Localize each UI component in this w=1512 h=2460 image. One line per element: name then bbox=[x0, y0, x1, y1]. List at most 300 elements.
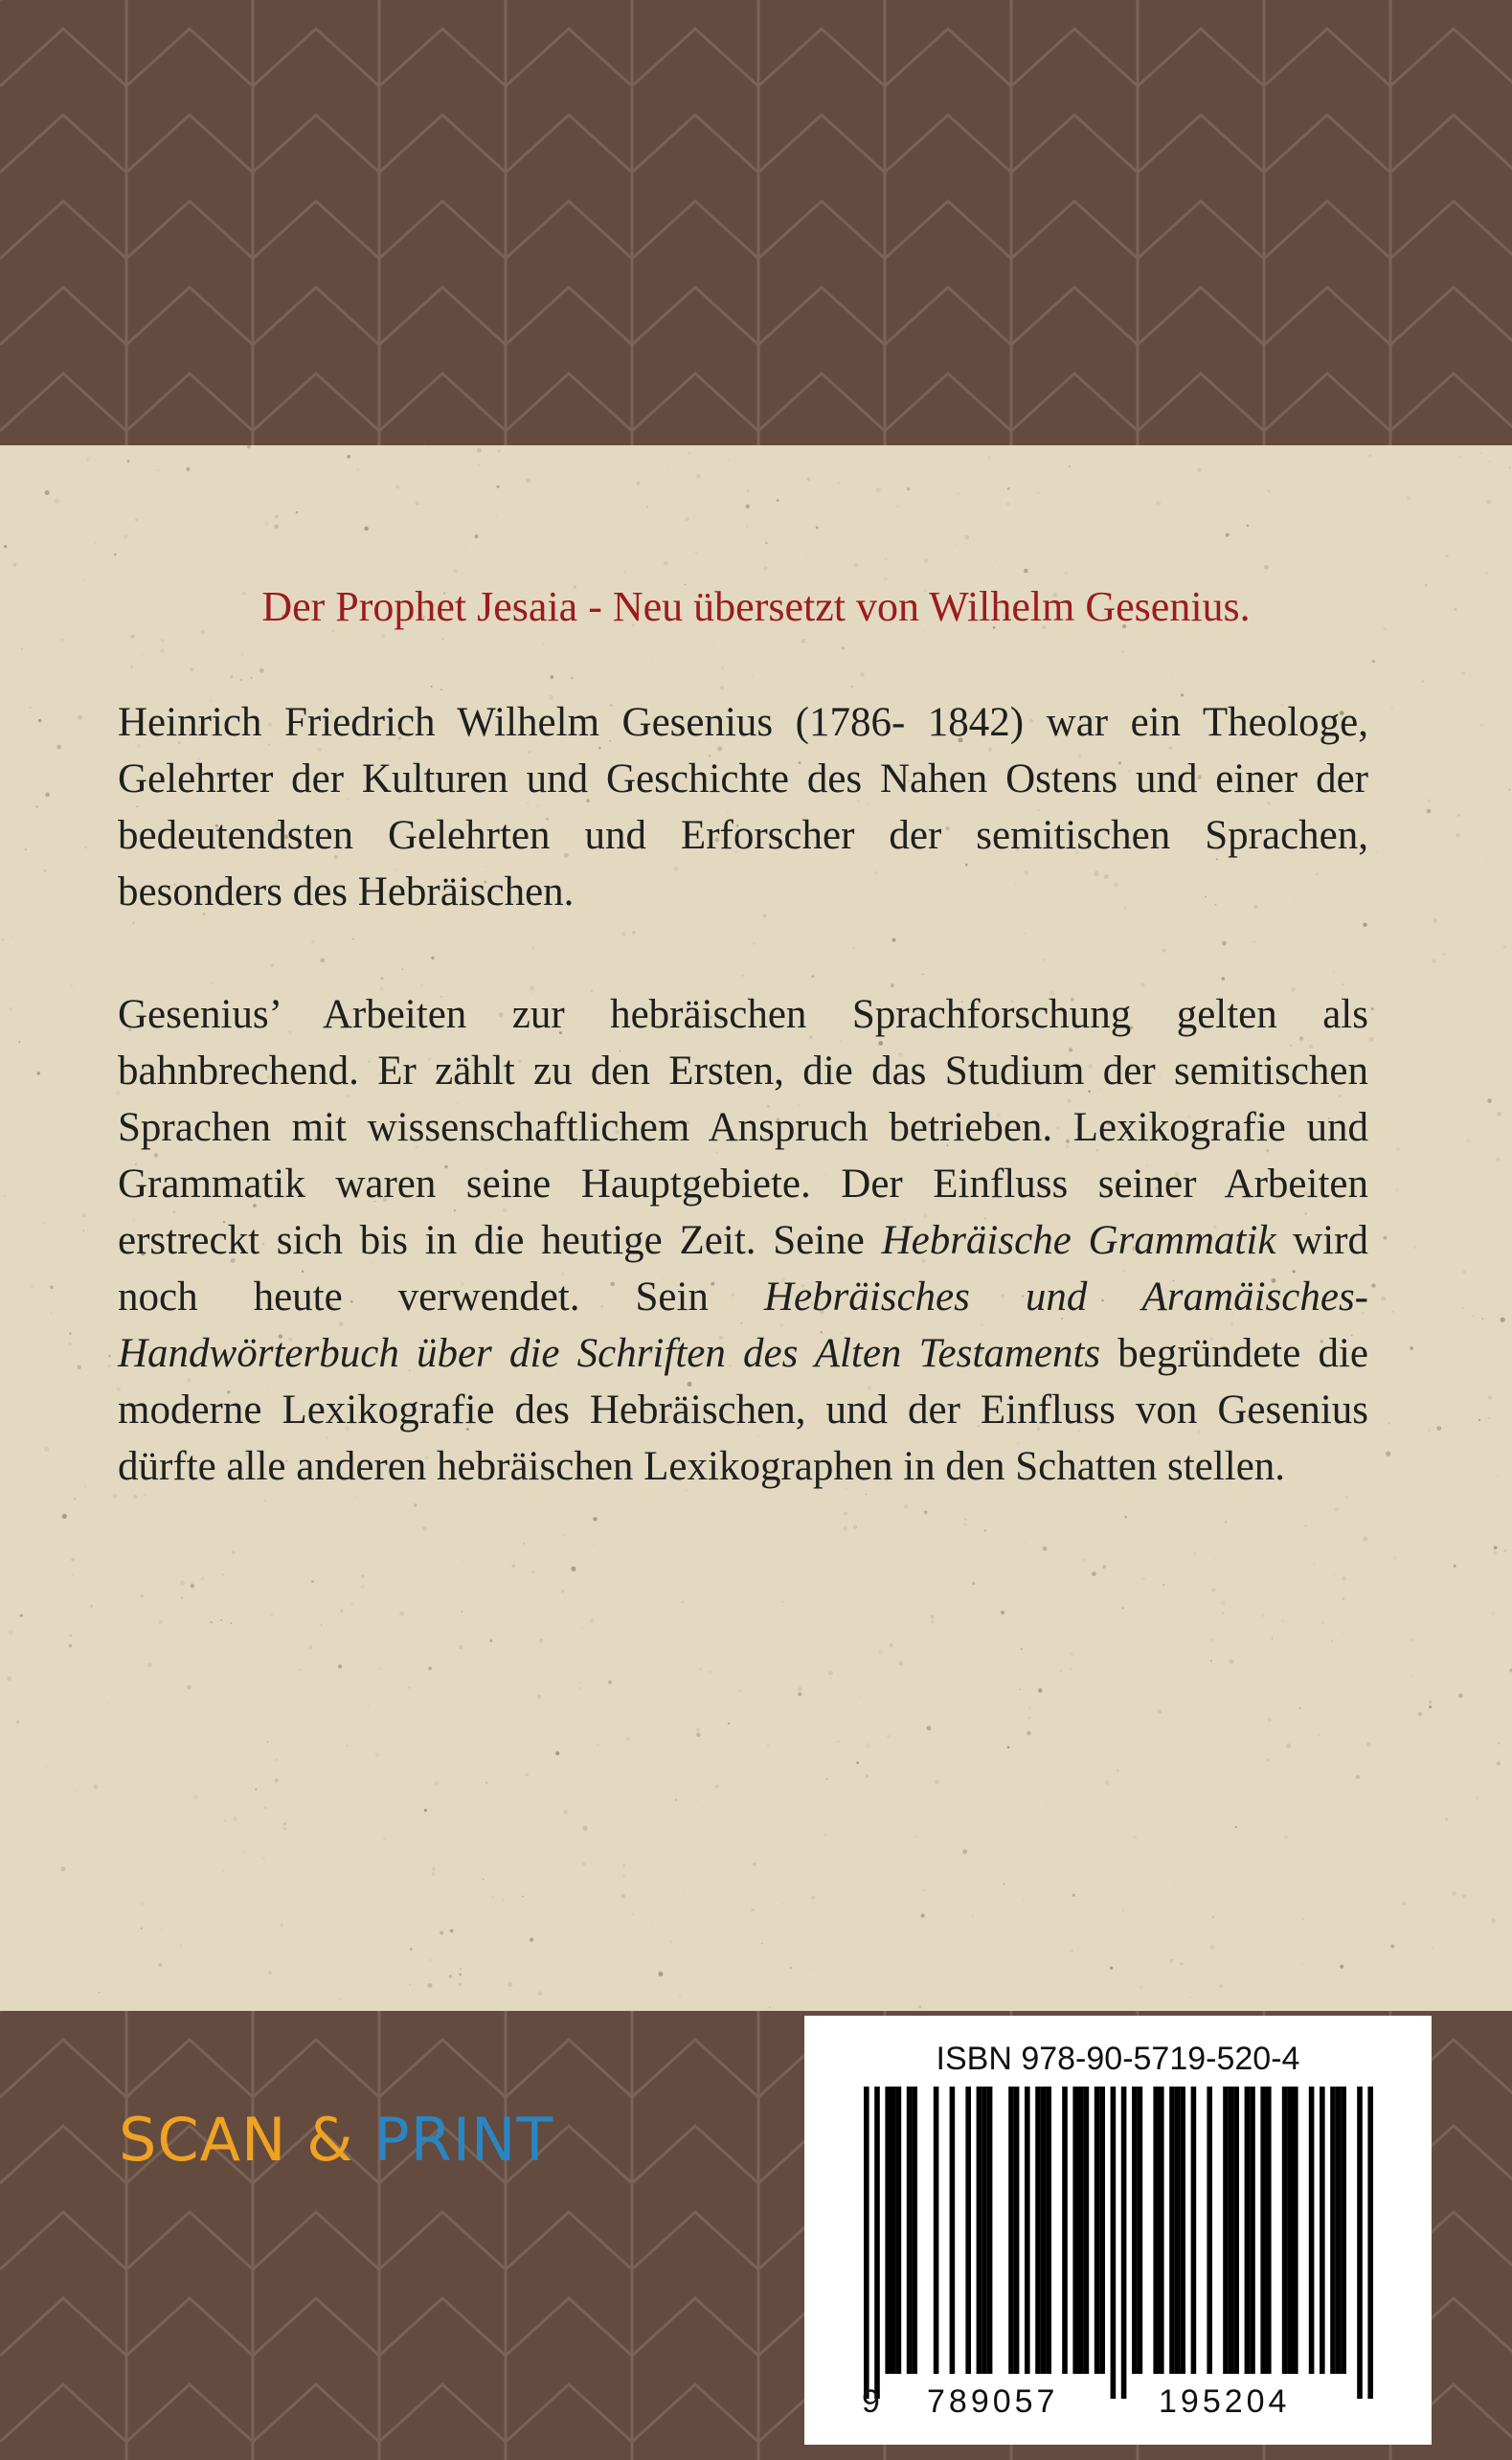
paper-speck bbox=[1007, 487, 1010, 490]
paper-speck bbox=[782, 1903, 784, 1905]
paper-speck bbox=[428, 445, 431, 447]
paper-speck bbox=[1194, 1552, 1196, 1554]
chevron-stroke bbox=[0, 201, 126, 259]
paper-speck bbox=[21, 647, 24, 650]
paper-speck bbox=[4, 545, 7, 548]
paper-speck bbox=[502, 1899, 505, 1902]
paper-speck bbox=[1493, 1551, 1497, 1555]
paper-speck bbox=[416, 501, 419, 505]
paper-speck bbox=[187, 1685, 192, 1690]
description-paragraph-1: Heinrich Friedrich Wilhelm Gesenius (1786- 1842) war ein Theologe, Gelehrter der Kulturen und Geschichte des Nahen Ostens und einer der bedeutendsten Gelehrten und Erforscher der semitischen Sprachen, besonders des Hebräischen. bbox=[118, 700, 1368, 914]
paper-speck bbox=[1158, 1709, 1162, 1714]
dictionary-book-title: Hebräisches und Aramäisches-Handwörterbuch über die Schriften des Alten Testaments bbox=[118, 1275, 1369, 1376]
paper-speck bbox=[46, 1766, 48, 1768]
logo-ampersand: & bbox=[306, 2105, 354, 2175]
paper-speck bbox=[962, 1849, 967, 1854]
barcode-bar bbox=[907, 2087, 913, 2374]
paper-speck bbox=[1508, 788, 1511, 791]
chevron-stroke bbox=[632, 2126, 758, 2183]
paper-speck bbox=[158, 1963, 162, 1967]
paper-speck bbox=[1286, 1744, 1291, 1749]
paper-speck bbox=[486, 1772, 487, 1773]
paper-speck bbox=[460, 1969, 462, 1971]
paper-speck bbox=[383, 1838, 386, 1840]
paper-speck bbox=[78, 715, 82, 720]
paper-speck bbox=[1462, 1271, 1465, 1274]
barcode-bar bbox=[1250, 2087, 1255, 2374]
paper-speck bbox=[379, 1667, 381, 1669]
barcode-bar bbox=[1084, 2087, 1090, 2374]
paper-speck bbox=[887, 1735, 890, 1738]
paper-speck bbox=[424, 1809, 427, 1812]
paper-speck bbox=[1117, 1769, 1119, 1772]
paper-speck bbox=[453, 569, 457, 573]
paper-speck bbox=[1498, 1742, 1501, 1745]
paper-speck bbox=[837, 1741, 839, 1743]
paper-speck bbox=[338, 1664, 342, 1668]
paper-speck bbox=[1436, 1426, 1441, 1431]
barcode-bar bbox=[1095, 2087, 1100, 2374]
paper-speck bbox=[271, 964, 275, 968]
paper-speck bbox=[1491, 1612, 1496, 1616]
chevron-stroke bbox=[506, 2298, 632, 2356]
paper-speck bbox=[42, 1222, 45, 1225]
paper-speck bbox=[1267, 1758, 1270, 1761]
paper-speck bbox=[55, 498, 59, 503]
paper-speck bbox=[918, 2005, 921, 2008]
paper-speck bbox=[752, 676, 754, 678]
paper-speck bbox=[231, 1622, 233, 1624]
chevron-stroke bbox=[885, 201, 1011, 259]
paper-speck bbox=[866, 1743, 870, 1748]
paper-speck bbox=[664, 561, 668, 566]
paper-speck bbox=[1122, 1909, 1124, 1911]
paper-speck bbox=[181, 1597, 183, 1599]
paper-speck bbox=[622, 1874, 625, 1877]
paper-speck bbox=[816, 527, 819, 530]
paper-speck bbox=[1345, 1496, 1348, 1499]
paper-speck bbox=[260, 668, 264, 673]
paper-speck bbox=[99, 1992, 100, 1993]
paper-speck bbox=[1433, 918, 1438, 923]
paper-speck bbox=[450, 1930, 454, 1933]
paper-speck bbox=[1272, 1637, 1273, 1638]
paper-speck bbox=[1197, 468, 1201, 472]
paper-speck bbox=[679, 1995, 681, 1997]
paper-speck bbox=[1302, 1918, 1304, 1920]
paper-speck bbox=[1190, 1997, 1192, 1998]
paper-speck bbox=[884, 577, 888, 581]
paper-speck bbox=[683, 1888, 684, 1889]
paper-speck bbox=[1356, 1775, 1360, 1779]
paper-speck bbox=[531, 1570, 534, 1573]
paper-speck bbox=[753, 1862, 756, 1866]
paper-speck bbox=[964, 1518, 967, 1521]
chevron-stroke bbox=[253, 373, 379, 431]
paper-speck bbox=[459, 1974, 462, 1976]
chevron-stroke bbox=[126, 2384, 253, 2442]
barcode-bar bbox=[1035, 2087, 1041, 2374]
barcode-bar bbox=[1121, 2087, 1127, 2399]
paper-speck bbox=[127, 460, 130, 463]
paper-speck bbox=[1237, 1771, 1239, 1772]
paper-speck bbox=[1343, 1597, 1345, 1600]
paper-speck bbox=[56, 745, 61, 750]
chevron-stroke bbox=[885, 115, 1011, 172]
paper-speck bbox=[30, 1284, 34, 1289]
paper-speck bbox=[688, 451, 690, 454]
paper-speck bbox=[563, 1810, 568, 1815]
paper-speck bbox=[511, 1564, 515, 1568]
barcode-bar bbox=[1245, 2087, 1251, 2374]
book-title: Der Prophet Jesaia - Neu übersetzt von Wilhelm Gesenius. bbox=[261, 583, 1251, 630]
paper-speck bbox=[82, 1213, 86, 1217]
paper-speck bbox=[767, 1745, 769, 1747]
paper-speck bbox=[1172, 676, 1174, 678]
paper-speck bbox=[380, 977, 383, 980]
barcode-bar bbox=[1159, 2087, 1164, 2374]
chevron-stroke bbox=[379, 2040, 506, 2097]
paper-speck bbox=[38, 719, 41, 722]
paper-speck bbox=[219, 1967, 221, 1969]
description-paragraph-2 bbox=[118, 986, 1368, 1495]
chevron-stroke bbox=[1011, 287, 1138, 345]
paper-speck bbox=[1413, 1245, 1417, 1249]
paper-speck bbox=[432, 1872, 436, 1876]
paper-speck bbox=[364, 527, 369, 531]
chevron-stroke bbox=[1390, 201, 1512, 259]
paper-speck bbox=[1229, 1659, 1233, 1664]
paper-speck bbox=[852, 947, 855, 950]
paper-speck bbox=[1369, 1699, 1370, 1700]
paper-speck bbox=[1299, 1707, 1301, 1709]
paper-speck bbox=[84, 1486, 86, 1488]
paper-speck bbox=[462, 1611, 463, 1613]
paper-speck bbox=[44, 1447, 49, 1452]
paper-speck bbox=[1060, 1670, 1062, 1672]
paper-speck bbox=[368, 1705, 370, 1707]
chevron-stroke bbox=[632, 201, 758, 259]
paper-text-panel bbox=[0, 445, 1512, 2011]
barcode-bar bbox=[1357, 2087, 1363, 2399]
paper-speck bbox=[251, 677, 253, 679]
paper-speck bbox=[579, 1682, 581, 1684]
paragraph-2-part-2: wird noch heute verwendet. Sein bbox=[118, 1218, 1368, 1320]
chevron-stroke bbox=[506, 2040, 632, 2097]
paper-speck bbox=[537, 1694, 542, 1699]
paper-speck bbox=[1461, 671, 1465, 675]
paper-speck bbox=[20, 1614, 23, 1617]
paper-speck bbox=[356, 467, 360, 471]
chevron-stroke bbox=[506, 373, 632, 431]
chevron-stroke bbox=[885, 29, 1011, 86]
paper-speck bbox=[132, 922, 135, 925]
paper-speck bbox=[907, 487, 911, 491]
paper-speck bbox=[509, 1989, 510, 1990]
barcode-bar bbox=[977, 2087, 982, 2374]
paper-speck bbox=[1487, 1098, 1491, 1102]
paper-speck bbox=[1071, 1950, 1074, 1953]
paper-speck bbox=[1481, 1318, 1483, 1320]
paper-speck bbox=[897, 506, 899, 508]
paper-speck bbox=[60, 1866, 65, 1871]
paper-speck bbox=[497, 485, 500, 488]
paper-speck bbox=[799, 1687, 802, 1691]
paper-speck bbox=[1429, 1701, 1432, 1704]
paper-speck bbox=[1342, 1576, 1346, 1581]
paper-speck bbox=[299, 1669, 301, 1671]
barcode-bar bbox=[987, 2087, 993, 2374]
paper-speck bbox=[811, 1896, 815, 1900]
paper-speck bbox=[270, 1614, 273, 1616]
paper-speck bbox=[1486, 500, 1491, 505]
barcode-bar bbox=[885, 2087, 891, 2374]
paper-speck bbox=[1433, 959, 1436, 963]
chevron-stroke bbox=[506, 2384, 632, 2442]
paper-speck bbox=[210, 981, 214, 984]
paper-speck bbox=[1509, 467, 1510, 468]
paper-speck bbox=[410, 1948, 413, 1951]
paper-speck bbox=[769, 2006, 771, 2008]
paper-speck bbox=[45, 793, 50, 798]
chevron-stroke bbox=[758, 29, 885, 86]
barcode-digits-left: 789057 bbox=[927, 2383, 1059, 2420]
paper-speck bbox=[658, 1972, 663, 1976]
paper-speck bbox=[381, 634, 385, 638]
barcode-bar bbox=[950, 2087, 956, 2374]
paper-speck bbox=[1458, 456, 1461, 459]
paper-speck bbox=[1304, 1524, 1307, 1527]
chevron-stroke bbox=[0, 115, 126, 172]
barcode-bar bbox=[1099, 2087, 1105, 2374]
chevron-stroke bbox=[758, 201, 885, 259]
chevron-stroke bbox=[126, 115, 253, 172]
paper-speck bbox=[695, 1800, 697, 1802]
paper-speck bbox=[396, 485, 400, 489]
paper-speck bbox=[1391, 707, 1393, 709]
paper-speck bbox=[824, 1834, 826, 1836]
chevron-stroke bbox=[1138, 115, 1264, 172]
chevron-stroke bbox=[885, 373, 1011, 431]
chevron-stroke bbox=[126, 2212, 253, 2269]
paper-speck bbox=[1340, 1965, 1343, 1969]
barcode-bar bbox=[896, 2087, 902, 2374]
paper-speck bbox=[19, 1041, 21, 1043]
paper-speck bbox=[1222, 1613, 1224, 1614]
chevron-stroke bbox=[0, 2040, 126, 2097]
chevron-stroke bbox=[379, 2298, 506, 2356]
chevron-stroke bbox=[1138, 29, 1264, 86]
paper-speck bbox=[86, 457, 90, 461]
paper-speck bbox=[1390, 1944, 1394, 1948]
paper-speck bbox=[1452, 1891, 1456, 1896]
paper-speck bbox=[1072, 1894, 1075, 1897]
paper-speck bbox=[130, 666, 133, 668]
paper-speck bbox=[1443, 953, 1446, 956]
paper-speck bbox=[264, 1500, 266, 1501]
paper-speck bbox=[1479, 453, 1481, 455]
chevron-stroke bbox=[632, 373, 758, 431]
paper-speck bbox=[623, 1864, 625, 1866]
chevron-stroke bbox=[632, 287, 758, 345]
paper-speck bbox=[1214, 1559, 1216, 1561]
paper-speck bbox=[338, 1997, 340, 1999]
paper-speck bbox=[25, 848, 27, 850]
chevron-stroke bbox=[1011, 201, 1138, 259]
paper-speck bbox=[1028, 1706, 1030, 1708]
paper-speck bbox=[721, 666, 724, 669]
paper-speck bbox=[459, 1645, 463, 1650]
barcode-bar bbox=[1330, 2087, 1336, 2374]
paper-speck bbox=[16, 1720, 20, 1724]
paper-speck bbox=[1342, 1634, 1343, 1636]
paper-speck bbox=[1221, 1601, 1226, 1606]
paper-speck bbox=[1180, 1962, 1183, 1965]
paper-speck bbox=[745, 505, 750, 509]
paper-speck bbox=[593, 1517, 597, 1521]
paper-speck bbox=[160, 648, 164, 652]
paper-speck bbox=[60, 639, 64, 643]
barcode-bar bbox=[1072, 2087, 1078, 2374]
paper-speck bbox=[108, 1365, 111, 1367]
paper-speck bbox=[770, 1992, 771, 1993]
barcode-bar bbox=[912, 2087, 917, 2374]
paper-speck bbox=[352, 938, 354, 940]
paper-speck bbox=[142, 654, 143, 655]
paper-speck bbox=[989, 457, 990, 458]
paper-speck bbox=[1025, 1542, 1027, 1544]
paper-speck bbox=[1383, 1236, 1387, 1240]
paper-speck bbox=[923, 631, 925, 633]
paper-speck bbox=[350, 1603, 352, 1605]
chevron-stroke bbox=[1138, 201, 1264, 259]
paper-speck bbox=[696, 474, 701, 479]
paper-speck bbox=[232, 1550, 236, 1554]
paper-speck bbox=[885, 558, 887, 560]
paper-speck bbox=[539, 1638, 543, 1642]
barcode-bar bbox=[1138, 2087, 1143, 2374]
paper-speck bbox=[555, 1751, 559, 1755]
paper-speck bbox=[921, 1914, 925, 1918]
paper-speck bbox=[408, 1686, 410, 1688]
paper-speck bbox=[930, 1620, 934, 1624]
paper-speck bbox=[1368, 454, 1371, 457]
paper-speck bbox=[578, 1687, 580, 1689]
paper-speck bbox=[321, 1624, 323, 1626]
paper-speck bbox=[264, 1806, 267, 1809]
paper-speck bbox=[256, 1789, 258, 1791]
paper-speck bbox=[626, 1737, 630, 1741]
paper-speck bbox=[94, 1784, 99, 1789]
paper-speck bbox=[492, 1882, 494, 1884]
chevron-stroke bbox=[253, 201, 379, 259]
paper-speck bbox=[62, 1567, 63, 1568]
paper-speck bbox=[1268, 490, 1271, 493]
paper-speck bbox=[801, 639, 806, 643]
paper-speck bbox=[320, 959, 325, 963]
paper-speck bbox=[1376, 851, 1378, 853]
paper-speck bbox=[1314, 1564, 1315, 1565]
barcode-bar bbox=[1025, 2087, 1030, 2374]
chevron-stroke bbox=[758, 115, 885, 172]
paper-speck bbox=[37, 1072, 40, 1074]
paper-speck bbox=[440, 688, 442, 690]
paper-speck bbox=[1487, 859, 1488, 860]
logo-print-text: PRINT bbox=[373, 2105, 554, 2175]
paper-speck bbox=[1134, 1836, 1138, 1839]
paper-speck bbox=[561, 1590, 564, 1592]
paper-speck bbox=[720, 686, 724, 689]
paper-speck bbox=[1024, 569, 1028, 574]
chevron-stroke bbox=[0, 29, 126, 86]
paper-speck bbox=[924, 559, 928, 563]
paper-speck bbox=[692, 1896, 693, 1897]
paper-speck bbox=[1023, 1900, 1025, 1902]
paper-speck bbox=[958, 493, 959, 495]
paper-speck bbox=[72, 1574, 73, 1575]
paper-speck bbox=[401, 968, 403, 970]
paper-speck bbox=[497, 449, 501, 453]
paper-speck bbox=[1407, 496, 1411, 501]
paper-speck bbox=[1386, 1452, 1390, 1456]
paper-speck bbox=[485, 1782, 487, 1784]
barcode-bar bbox=[1180, 2087, 1185, 2374]
chevron-stroke bbox=[632, 115, 758, 172]
paper-speck bbox=[608, 1681, 612, 1684]
paper-speck bbox=[74, 1498, 77, 1501]
paper-speck bbox=[276, 1759, 278, 1761]
paper-speck bbox=[83, 1230, 85, 1231]
paper-speck bbox=[1122, 650, 1124, 652]
chevron-stroke bbox=[253, 29, 379, 86]
paper-speck bbox=[860, 672, 865, 677]
paper-speck bbox=[1410, 1675, 1412, 1677]
paper-speck bbox=[844, 1512, 847, 1516]
paper-speck bbox=[1472, 1315, 1474, 1317]
paper-speck bbox=[1496, 1158, 1501, 1162]
paper-speck bbox=[1489, 1417, 1491, 1419]
paper-speck bbox=[923, 1889, 925, 1891]
paper-speck bbox=[1038, 1688, 1043, 1693]
paper-speck bbox=[77, 1365, 81, 1369]
barcode-bar bbox=[1309, 2087, 1315, 2374]
chevron-stroke bbox=[1264, 115, 1390, 172]
paper-speck bbox=[361, 1574, 365, 1578]
paper-speck bbox=[281, 1924, 283, 1927]
paper-speck bbox=[1497, 1112, 1501, 1117]
paper-speck bbox=[514, 1535, 515, 1536]
paper-speck bbox=[210, 1621, 213, 1624]
paper-speck bbox=[1502, 945, 1506, 949]
paper-speck bbox=[972, 1915, 974, 1917]
paper-speck bbox=[1082, 1559, 1086, 1563]
paper-speck bbox=[685, 517, 689, 522]
barcode-bar bbox=[1046, 2087, 1051, 2374]
paper-speck bbox=[191, 1584, 195, 1589]
paper-speck bbox=[157, 469, 159, 471]
barcode-bar bbox=[1207, 2087, 1212, 2374]
paper-speck bbox=[1065, 572, 1068, 575]
paper-speck bbox=[1110, 1967, 1113, 1970]
paper-speck bbox=[763, 566, 768, 571]
chevron-stroke bbox=[126, 287, 253, 345]
paper-speck bbox=[904, 1504, 908, 1508]
paper-speck bbox=[1024, 933, 1025, 934]
paper-speck bbox=[1363, 923, 1366, 927]
paper-speck bbox=[135, 519, 138, 522]
barcode-bars bbox=[804, 2016, 1432, 2445]
paper-speck bbox=[69, 1333, 71, 1335]
